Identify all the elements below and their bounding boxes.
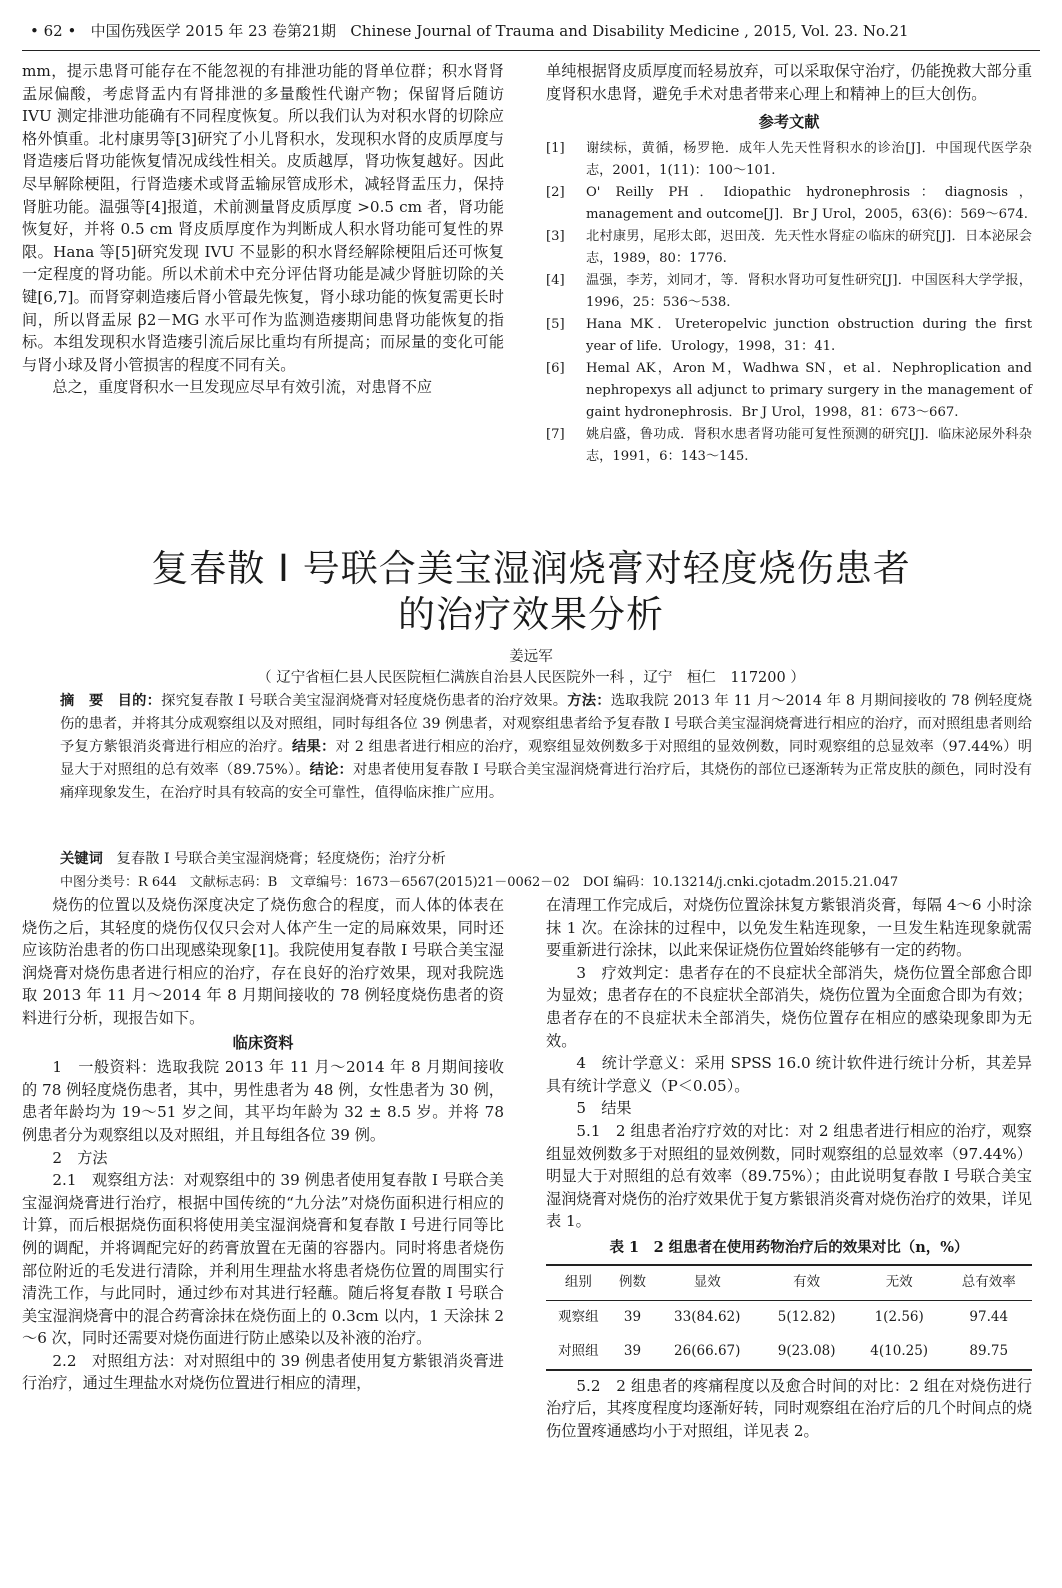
reference-item: [4] 温强，李芳，刘同才，等．肾积水肾功可复性研究[J]．中国医科大学学报，1996，25：536～538. — [546, 272, 1032, 310]
article-title — [60, 546, 1002, 638]
table-cell: 33(84.62) — [674, 1309, 741, 1326]
table-header-row — [546, 1265, 1032, 1301]
author: 姜远军 — [509, 649, 553, 665]
reference-list — [546, 138, 1032, 468]
reference-item: [2] O' Reilly PH．Idiopathic hydronephrosis：diagnosis，management and outcome[J]．Br J Urol，2005，63(6)：569～674. — [546, 184, 1032, 222]
results-table — [546, 1264, 1032, 1371]
body-paragraph: 在清理工作完成后，对烧伤位置涂抹复方紫银消炎膏，每隔 4～6 小时涂抹 1 次。在涂抹的过程中，以免发生粘连现象，一旦发生粘连现象就需要重新进行涂抹，以此来保证烧伤位置始终能够有一定的药物。 — [546, 896, 1032, 960]
running-header — [30, 20, 1032, 46]
header-rule — [22, 50, 1040, 51]
abstract-conclusion-label: 结论： — [309, 762, 353, 778]
table-header-cell: 显效 — [693, 1274, 721, 1291]
prev-paragraph: 单纯根据肾皮质厚度而轻易放弃，可以采取保守治疗，仍能挽救大部分重度肾积水患肾，避免手术对患者带来心理上和精神上的巨大创伤。 — [546, 62, 1032, 103]
prev-article-right-column — [546, 60, 1032, 468]
table-caption: 表 1 2 组患者在使用药物治疗后的效果对比（n，%） — [609, 1238, 969, 1256]
abstract-objective-label: 目的： — [117, 693, 162, 709]
body-paragraph: 1 一般资料：选取我院 2013 年 11 月～2014 年 8 月期间接收的 78 例轻度烧伤患者，其中，男性患者为 48 例，女性患者为 30 例，患者年龄均为 19～51 岁之间，其平均年龄为 32 ± 8.5 岁。并将 78 例患者分为观察组以及对照组，并且每组各位 39 例。 — [22, 1058, 504, 1144]
references-title: 参考文献 — [758, 113, 820, 132]
body-paragraph: 5 结果 — [576, 1099, 632, 1118]
journal-name-en: Chinese Journal of Trauma and Disability Medicine , 2015, Vol. 23. No.21 — [350, 22, 909, 40]
table-cell: 39 — [623, 1309, 642, 1326]
article-title-line: 的治疗效果分析 — [398, 593, 664, 636]
table-cell: 观察组 — [558, 1309, 599, 1326]
classification-line: 中图分类号：R 644 文献标志码：B 文章编号：1673－6567(2015)21－0062－02 DOI 编码：10.13214/j.cnki.cjotadm.2015.21.047 — [60, 875, 899, 890]
abstract-conclusion: 对患者使用复春散 I 号联合美宝湿润烧膏进行治疗后，其烧伤的部位已逐渐转为正常皮肤的颜色，同时没有痛痒现象发生，在治疗时具有较高的安全可靠性，值得临床推广应用。 — [60, 762, 1033, 801]
affiliation: （ 辽宁省桓仁县人民医院桓仁满族自治县人民医院外一科 ，辽宁 桓仁 117200 ） — [257, 670, 805, 686]
page-number: • 62 • — [30, 22, 77, 40]
body-paragraph: 2 方法 — [52, 1148, 108, 1167]
keywords-label: 关键词 — [60, 851, 103, 867]
body-paragraph: 2.2 对照组方法：对对照组中的 39 例患者使用复方紫银消炎膏进行治疗，通过生理盐水对烧伤位置进行相应的清理， — [22, 1351, 504, 1393]
reference-item: [1] 谢续标，黄循，杨罗艳．成年人先天性肾积水的诊治[J]．中国现代医学杂志，2001，1(11)：100～101. — [546, 140, 1032, 178]
body-paragraph: 5.2 2 组患者的疼痛程度以及愈合时间的对比：2 组在对烧伤进行治疗后，其疼度程度均逐渐好转，同时观察组在治疗后的几个时间点的烧伤位置疼通感均小于对照组，详见表 2。 — [546, 1376, 1032, 1440]
table-cell: 26(66.67) — [674, 1343, 741, 1360]
body-left-column — [22, 894, 504, 1395]
keywords — [60, 848, 1032, 870]
abstract — [60, 690, 1032, 805]
abstract-results: 对 2 组患者进行相应的治疗，观察组显效例数多于对照组的显效例数，同时观察组的总显效率（97.44%）明显大于对照组的总有效率（89.75%）。 — [60, 739, 1033, 778]
body-paragraph: 5.1 2 组患者治疗疗效的对比：对 2 组患者进行相应的治疗，观察组显效例数多于对照组的显效例数，同时观察组的总显效率（97.44%）明显大于对照组的总有效率（89.75%）；由此说明复春散 I 号联合美宝湿润烧膏对烧伤的治疗效果优于复方紫银消炎膏对烧伤治疗的效果，详见表 1。 — [546, 1121, 1032, 1231]
reference-item: [3] 北村康男，尾形太郎，迟田茂．先天性水肾症の临床的研究[J]．日本泌尿会志，1989，80：1776. — [546, 228, 1032, 266]
reference-item: [7] 姚启盛，鲁功成．肾积水患者肾功能可复性预测的研究[J]．临床泌尿外科杂志，1991，6：143～145. — [546, 426, 1032, 464]
body-paragraph: 2.1 观察组方法：对观察组中的 39 例患者使用复春散 I 号联合美宝湿润烧膏进行治疗，根据中国传统的“九分法”对烧伤面积进行相应的计算，而后根据烧伤面积将使用美宝湿润烧膏和复春散 I 号进行同等比例的调配，并将调配完好的药膏放置在无菌的容器内。同时将患者烧伤部位附近的毛发进行清除，并利用生理盐水将患者烧伤位置的周围实行清洗工作，与此同时，通过纱布对其进行轻蘸。随后将复春散 I 号联合美宝湿润烧膏中的混合药膏涂抹在烧伤面上的 0.3cm 以内，1 天涂抹 2～6 次，同时还需要对烧伤面进行防止感染以及补液的治疗。 — [22, 1171, 504, 1348]
table-cell: 39 — [623, 1343, 642, 1360]
table-header-cell: 有效 — [793, 1274, 821, 1291]
abstract-label: 摘 要 — [60, 693, 104, 709]
table-header-cell: 组别 — [564, 1274, 592, 1291]
body-paragraph: 4 统计学意义：采用 SPSS 16.0 统计软件进行统计分析，其差异具有统计学意义（P＜0.05）。 — [546, 1054, 1032, 1095]
article-title-line: 复春散 I 号联合美宝湿润烧膏对轻度烧伤患者 — [151, 547, 911, 590]
prev-paragraph: mm，提示患肾可能存在不能忽视的有排泄功能的肾单位群；积水肾肾盂尿偏酸，考虑肾盂内有肾排泄的多量酸性代谢产物；保留肾后随访 IVU 测定排泄功能确有不同程度恢复。所以我们认为对积水肾的切除应格外慎重。北村康男等[3]研究了小儿肾积水，发现积水肾的皮质厚度与肾造瘘后肾功能恢复情况成线性相关。皮质越厚，肾功恢复越好。因此尽早解除梗阻，行肾造瘘术或肾盂输尿管成形术，减轻肾盂压力，保持肾脏功能。温强等[4]报道，术前测量肾皮质厚度 >0.5 cm 者，肾功能恢复好，并将 0.5 cm 肾皮质厚度作为判断成人积水肾功能可复性的界限。Hana 等[5]研究发现 IVU 不显影的积水肾经解除梗阻后还可恢复一定程度的肾功能。所以术前术中充分评估肾功能是减少肾脏切除的关键[6,7]。而肾穿刺造瘘后肾小管最先恢复，肾小球功能的恢复需更长时间，所以肾盂尿 β2－MG 水平可作为监测造瘘期间患肾功能恢复的指标。本组发现积水肾造瘘引流后尿比重均有所提高；而尿量的变化可能与肾小球及肾小管损害的程度不同有关。 — [22, 62, 504, 374]
table-header-cell: 例数 — [618, 1274, 646, 1291]
table-cell: 1(2.56) — [874, 1309, 924, 1326]
table-cell: 4(10.25) — [870, 1343, 929, 1360]
table-row — [546, 1300, 1032, 1335]
table-row — [546, 1335, 1032, 1370]
abstract-objective: 探究复春散 I 号联合美宝湿润烧膏对轻度烧伤患者的治疗效果。 — [161, 693, 568, 709]
table-cell: 对照组 — [558, 1343, 599, 1360]
abstract-methods: 选取我院 2013 年 11 月～2014 年 8 月期间接收的 78 例轻度烧伤的患者，并将其分成观察组以及对照组，同时每组各位 39 例患者，对观察组患者给予复春散 I 号联合美宝湿润烧膏进行相应的治疗，而对照组患者则给予复方紫银消炎膏进行相应的治疗。 — [60, 693, 1033, 755]
abstract-results-label: 结果： — [291, 739, 336, 755]
prev-article-left-column — [22, 60, 504, 399]
table-cell: 5(12.82) — [777, 1309, 836, 1326]
reference-item: [5] Hana MK．Ureteropelvic junction obstruction during the first year of life．Urology，1998，31：41. — [546, 316, 1032, 354]
table-header-cell: 总有效率 — [961, 1274, 1016, 1291]
body-right-column — [546, 894, 1032, 1442]
reference-item: [6] Hemal AK，Aron M，Wadhwa SN，et al．Nephroplication and nephropexys all adjunct to primary surgery in the management of gaint hydronephrosis．Br J Urol，1998，81：673～667. — [546, 360, 1032, 420]
keywords-text: 复春散 I 号联合美宝湿润烧膏；轻度烧伤；治疗分析 — [116, 851, 446, 867]
prev-paragraph: 总之，重度肾积水一旦发现应尽早有效引流，对患肾不应 — [52, 378, 433, 397]
journal-name-cn: 中国伤残医学 2015 年 23 卷第21期 — [90, 22, 337, 40]
table-cell: 9(23.08) — [777, 1343, 836, 1360]
body-paragraph: 烧伤的位置以及烧伤深度决定了烧伤愈合的程度，而人体的体表在烧伤之后，其轻度的烧伤仅仅只会对人体产生一定的局麻效果，同时还应该防治患者的伤口出现感染现象[1]。我院使用复春散 I 号联合美宝湿润烧膏对烧伤患者进行相应的治疗，存在良好的治疗效果，现对我院选取 2013 年 11 月～2014 年 8 月期间接收的 78 例轻度烧伤患者的资料进行分析，现报告如下。 — [22, 896, 504, 1027]
section-title: 临床资料 — [232, 1033, 294, 1052]
abstract-methods-label: 方法： — [567, 693, 611, 709]
table-header-cell: 无效 — [885, 1274, 913, 1291]
table-cell: 97.44 — [969, 1309, 1009, 1326]
body-paragraph: 3 疗效判定：患者存在的不良症状全部消失，烧伤位置全部愈合即为显效；患者存在的不良症状全部消失，烧伤位置为全面愈合即为有效；患者存在的不良症状未全部消失，烧伤位置存在相应的感染现象即为无效。 — [546, 963, 1032, 1050]
table-cell: 89.75 — [969, 1343, 1009, 1360]
